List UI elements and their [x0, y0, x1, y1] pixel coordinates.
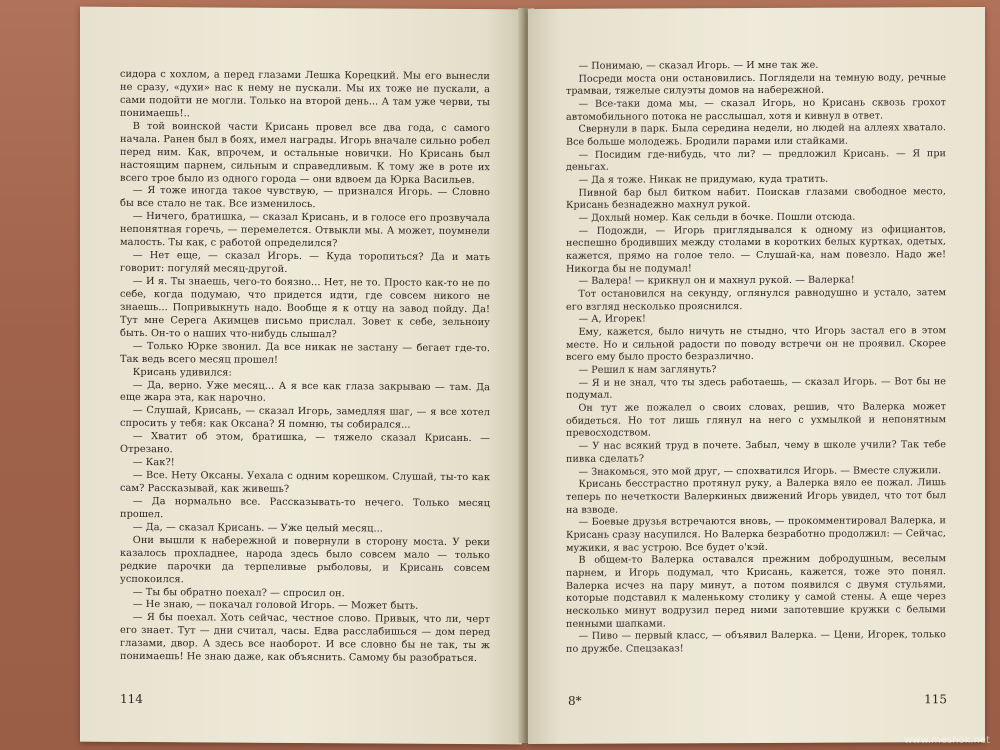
paragraph: В той воинской части Крисань провел все два года, с самого начала. Ранен был в боях, имел награды. Игорь вначале сильно робел перед ним. Как, впрочем, и остальные новички. Но Крисань был настоящим парнем, сильным и справедливым. К тому же в роте их всего трое было из одного города — они вдвоем да Юрка Васильев.: [120, 120, 490, 186]
paragraph: — Боевые друзья встречаются вновь, — прокомментировал Валерка, и Крисань сразу насупился. Но Валерка безработно продолжил: — Сейчас, мужики, я вас устрою. Все будет о'кэй.: [566, 515, 946, 554]
left-page-number: 114: [120, 691, 143, 707]
paragraph: — Понимаю, — сказал Игорь. — И мне так же.: [578, 59, 819, 72]
paragraph: — Да, — сказал Крисань. — Уже целый месяц...: [132, 521, 383, 535]
watermark: www.meshok.net: [904, 735, 990, 746]
paragraph: Крисань бесстрастно протянул руку, а Валерка вяло ее пожал. Лишь теперь по нечеткости Валеркиных движений Игорь увидел, что тот был на взводе.: [566, 477, 946, 516]
paragraph: — Как?!: [132, 457, 175, 469]
paragraph: — Нет еще, — сказал Игорь. — Куда торопиться? Да и мать говорит: погуляй месяц-другой.: [120, 250, 490, 275]
left-page: [80, 7, 522, 745]
paragraph: — Я и не знал, что ты здесь работаешь, — сказал Игорь. — Вот бы не подумал.: [566, 375, 946, 402]
paragraph: — Да я тоже. Никак не придумаю, куда тратить.: [578, 173, 829, 186]
paragraph: — Все-таки дома мы, — сказал Игорь, но Крисань сквозь грохот автомобильного потока не расслышал, хотя и кивнул в ответ.: [566, 97, 946, 123]
paragraph: — Пиво — первый класс, — объявил Валерка. — Цени, Игорек, только по дружбе. Спецзаказ!: [566, 629, 946, 655]
paragraph: — Не знаю, — покачал головой Игорь. — Может быть.: [132, 599, 419, 613]
paragraph: — Да нормально все. Рассказывать-то нечего. Только месяц прошел.: [120, 495, 490, 521]
paragraph: — Посидим где-нибудь, что ли? — предложил Крисань. — Я при деньгах.: [566, 147, 946, 174]
paragraph: — У нас всякий труд в почете. Забыл, чему в школе учили? Так тебе пивка сделать?: [566, 439, 946, 465]
paragraph: Ему, кажется, было ничуть не стыдно, что Игорь застал его в этом месте. Но и сильной радости по поводу встречи он не проявил. Скорее всего ему было просто безразлично.: [566, 325, 946, 364]
left-page-text: [120, 69, 490, 666]
open-book: [80, 8, 985, 743]
paragraph: — Хватит об этом, братишка, — тяжело сказал Крисань. — Отрезано.: [120, 431, 490, 456]
paragraph: — Только Юрке звонил. Да все никак не застану — бегает где-то. Так ведь всего месяц прошел!: [120, 340, 490, 366]
paragraph: Пивной бар был битком набит. Поискав глазами свободное место, Крисань безнадежно махнул рукой.: [566, 185, 946, 212]
paragraph: сидора с хохлом, а перед глазами Лешка Корецкий. Мы его вынесли не сразу, «духи» нас к нему не пускали. Мы их тоже не пускали, а сами подойти не могли. Только на второй день... А там уже черви, ты понимаешь!..: [120, 68, 490, 120]
paragraph: — Ничего, братишка, — сказал Крисань, и в голосе его прозвучала непонятная горечь, — перемелется. Отвыкли мы. А может, поумнели малость. Ты как, с работой определился?: [120, 211, 490, 250]
signature-mark: 8*: [568, 693, 582, 708]
paragraph: — Я бы поехал. Хоть сейчас, честное слово. Привык, что ли, черт его знает. Тут — дни считал, часы. Едва расслабишься — дом перед глазами, двор. А здесь все наоборот. И все словно бы не так, ты ж понимаешь! Не знаю даже, как объяснить. Самому бы разобраться.: [120, 612, 490, 665]
paragraph: Посреди моста они остановились. Поглядели на темную воду, речные трамваи, тяжелые силуэты домов на набережной.: [566, 71, 946, 98]
paragraph: — И я. Ты знаешь, чего-то боязно... Нет, не то. Просто как-то не по себе, когда подумаю, что придется идти, где совсем никого не знаешь... Попривыкнуть надо. Вообще я к отцу на завод пойду. Да! Тут мне Серега Акимцев письмо прислал. Зовет к себе, зельноиу быть. Он-то о наших что-нибудь слышал?: [120, 275, 490, 340]
paragraph: — Дохлый номер. Как сельди в бочке. Пошли отсюда.: [578, 211, 856, 224]
paragraph: Свернули в парк. Была середина недели, но людей на аллеях хватало. Все больше молодежь. Бродили парами или стайками.: [566, 122, 946, 148]
paragraph: — Слушай, Крисань, — сказал Игорь, замедляя шаг, — я все хотел спросить у тебя: как Оксана? Я помню, ты собирался...: [120, 405, 490, 431]
paragraph: Он тут же пожалел о своих словах, решив, что Валерка может обидеться. Но тот лишь глянул на него с ухмылкой и непонятным превосходством.: [566, 401, 946, 440]
paragraph: В общем-то Валерка оставался прежним добродушным, веселым парнем, и Игорь подумал, что Крисань, кажется, тоже это понял. Валерка исчез на пару минут, а потом появился с двумя стульями, которые подставил к маленькому столику у самой стены. А еще через несколько минут водрузил перед ними запотевшие кружки с белыми пенными шапками.: [566, 553, 946, 630]
paragraph: — А, Игорек!: [578, 313, 646, 326]
paragraph: — Да, верно. Уже месяц... А я все как глаза закрываю — там. Да еще жара эта, как нарочно.: [120, 379, 490, 405]
right-page-text: [566, 59, 946, 656]
paragraph: Они вышли к набережной и повернули в сторону моста. У реки казалось прохладнее, народа здесь было совсем мало — только редкие парочки да терпеливые рыболовы, и Крисань совсем успокоился.: [120, 534, 490, 585]
paragraph: — Знакомься, это мой друг, — спохватился Игорь. — Вместе служили.: [578, 464, 942, 478]
paragraph: — Валера! — крикнул он и махнул рукой. — Валерка!: [578, 274, 855, 288]
right-page: [528, 7, 985, 744]
paragraph: — Все. Нету Оксаны. Уехала с одним корешком. Слушай, ты-то как сам? Рассказывай, как живешь?: [120, 470, 490, 495]
paragraph: Крисань удивился:: [132, 366, 232, 379]
paragraph: — Решил к нам заглянуть?: [578, 364, 717, 376]
right-page-number: 115: [924, 692, 947, 707]
paragraph: Тот остановился на секунду, оглянулся равнодушно и устало, затем его взгляд несколько прояснился.: [566, 287, 946, 313]
paragraph: — Подожди, — Игорь приглядывался к одному из официантов, неспешно бродивших между столами в коротких белых куртках, одетых, кажется, прямо на голое тело. — Слушай-ка, нам повезло. Надо же! Никогда бы не подумал!: [566, 223, 946, 275]
paragraph: — Ты бы обратно поехал? — спросил он.: [132, 586, 345, 599]
paragraph: — Я тоже иногда такое чувствую, — признался Игорь. — Словно бы все стало не так. Все изменилось.: [120, 185, 490, 211]
